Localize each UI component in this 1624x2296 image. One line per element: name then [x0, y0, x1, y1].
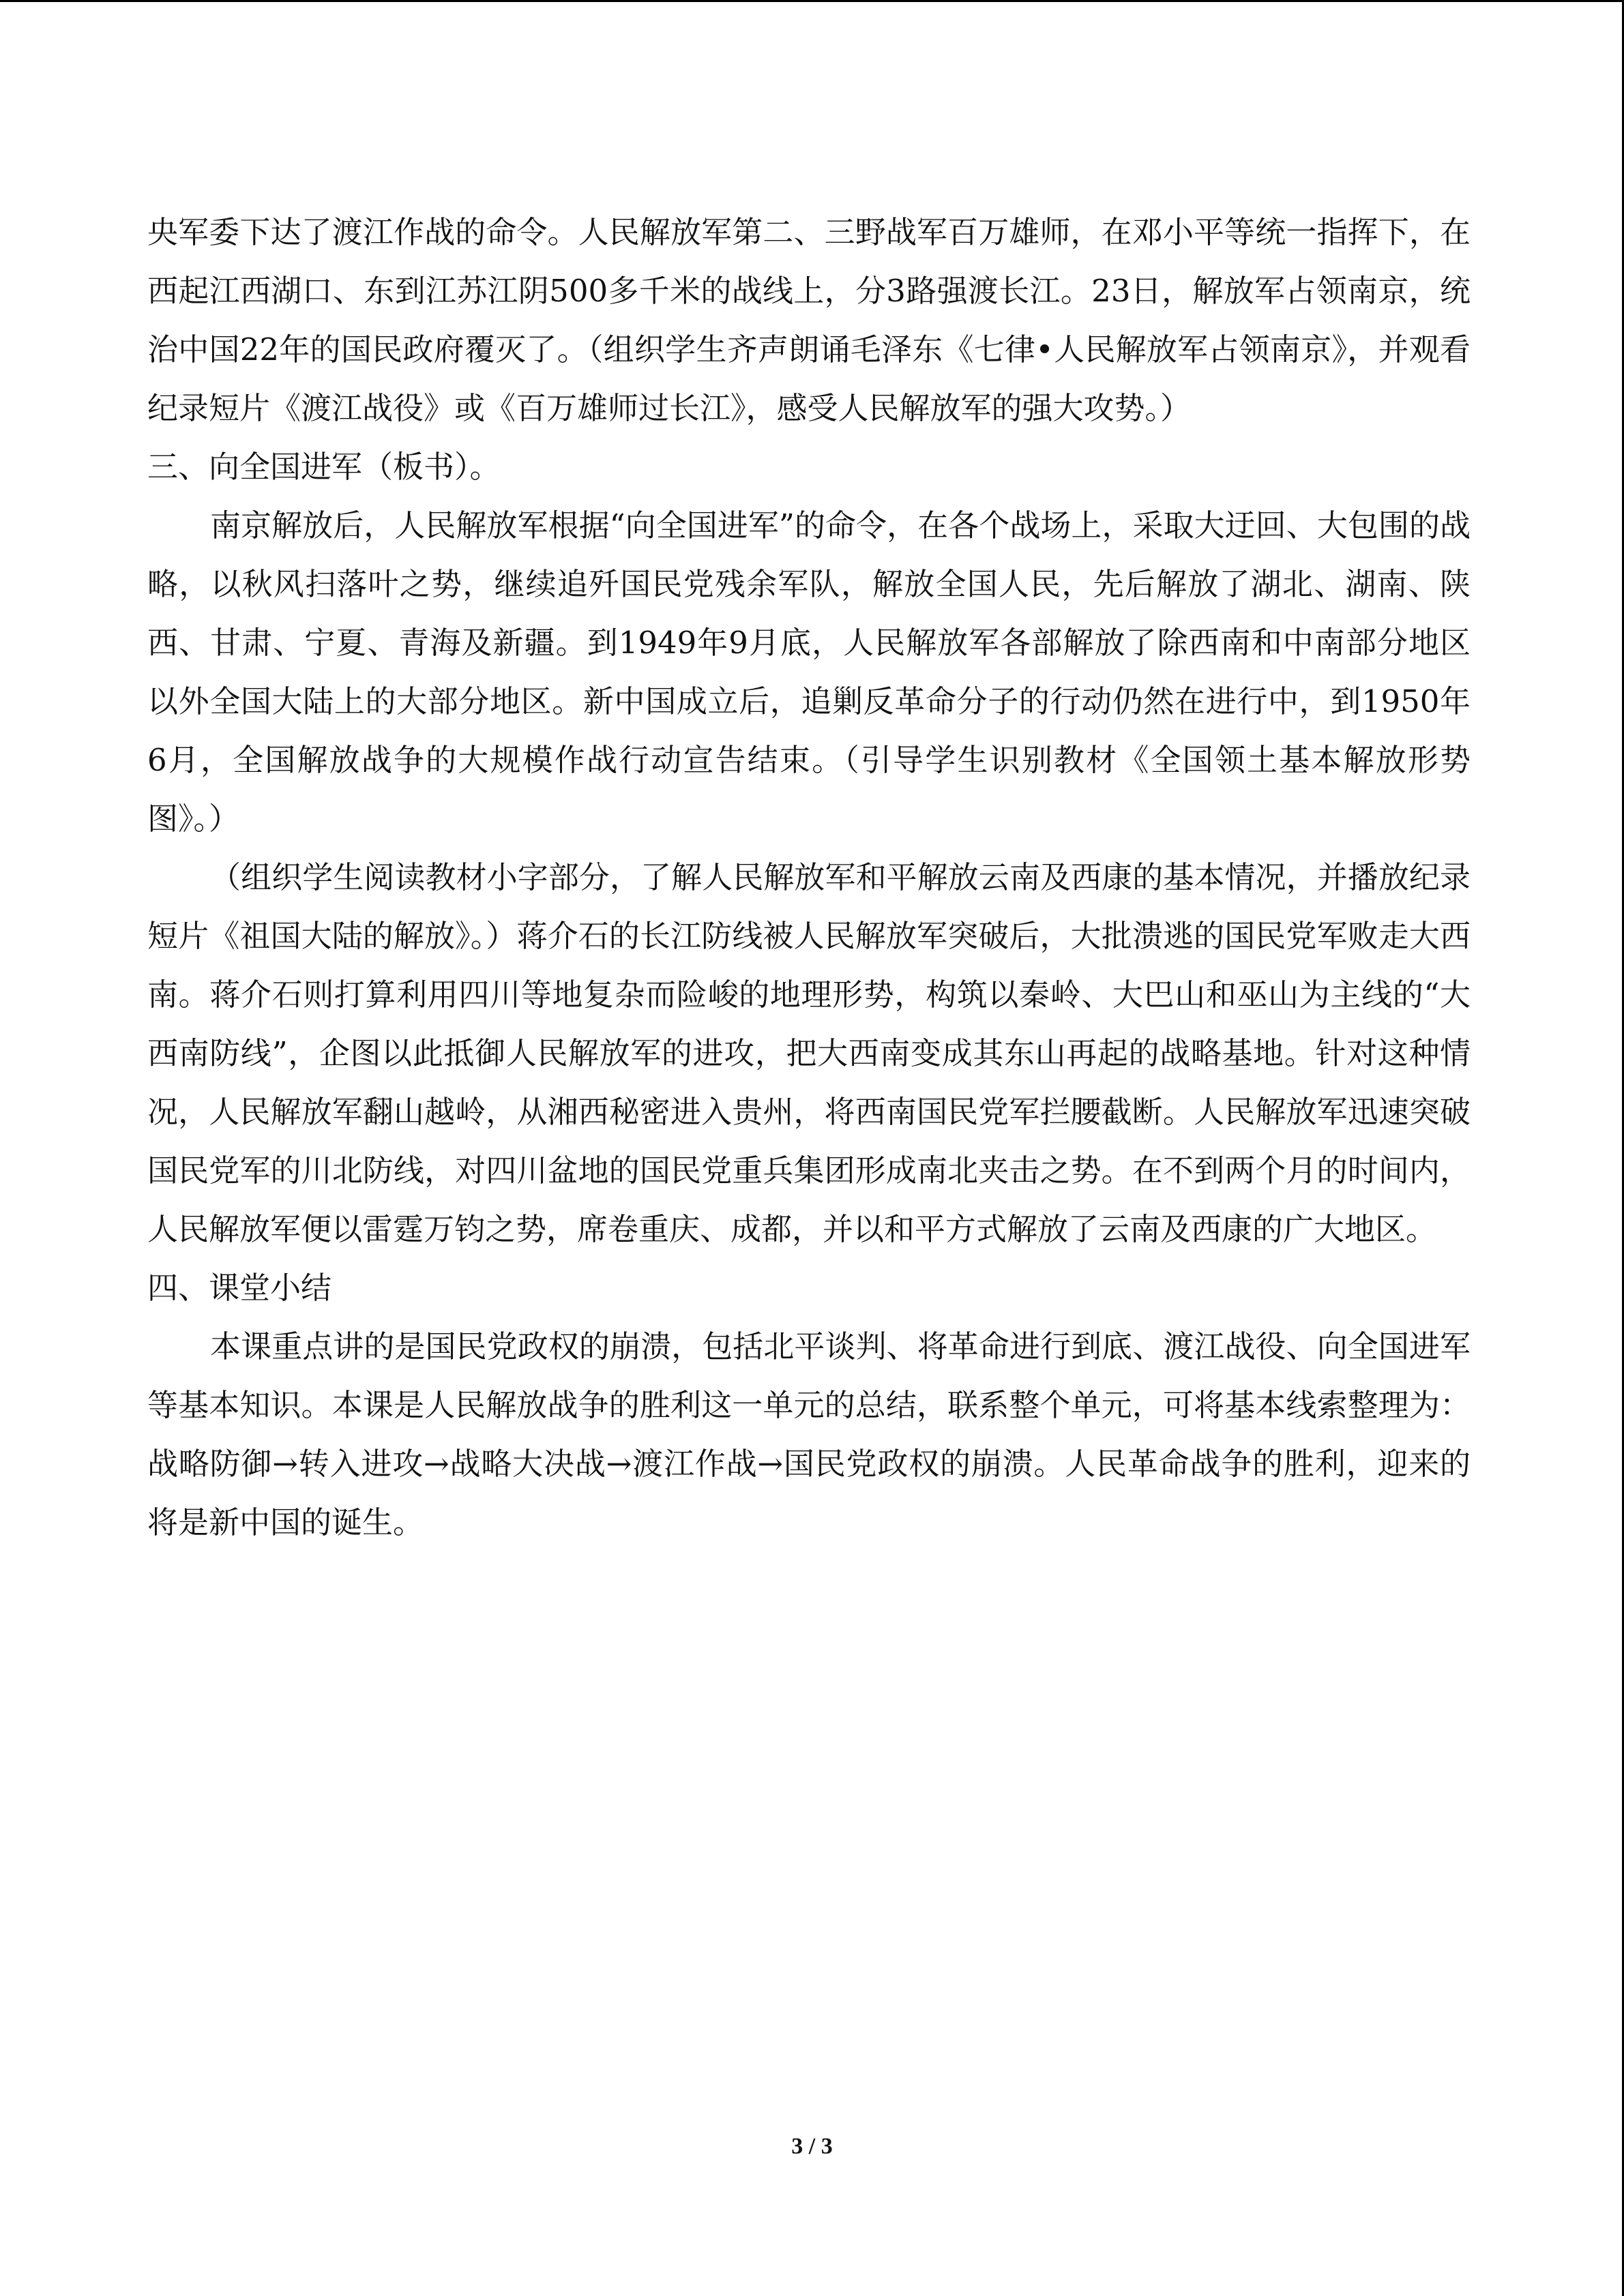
document-body [147, 203, 1471, 1552]
section-heading-advance: 三、向全国进军（板书）。 [147, 449, 501, 485]
section-heading-summary: 四、课堂小结 [147, 1270, 332, 1306]
paragraph-crossing-river: 央军委下达了渡江作战的命令。人民解放军第二、三野战军百万雄师，在邓小平等统一指挥下，在西起江西湖口、东到江苏江阴500多千米的战线上，分3路强渡长江。23日，解放军占领南京，统治中国22年的国民政府覆灭了。（组织学生齐声朗诵毛泽东《七律•人民解放军占领南京》，并观看纪录短片《渡江战役》或《百万雄师过长江》，感受人民解放军的强大攻势。） [147, 214, 1471, 426]
page-number: 3 / 3 [791, 2134, 833, 2159]
paragraph-summary: 本课重点讲的是国民党政权的崩溃，包括北平谈判、将革命进行到底、渡江战役、向全国进军等基本知识。本课是人民解放战争的胜利这一单元的总结，联系整个单元，可将基本线索整理为：战略防御→转入进攻→战略大决战→渡江作战→国民党政权的崩溃。人民革命战争的胜利，迎来的将是新中国的诞生。 [147, 1328, 1471, 1540]
page-top-border [0, 0, 1624, 2]
paragraph-advance-nationwide: 南京解放后，人民解放军根据“向全国进军”的命令，在各个战场上，采取大迂回、大包围的战略，以秋风扫落叶之势，继续追歼国民党残余军队，解放全国人民，先后解放了湖北、湖南、陕西、甘肃、宁夏、青海及新疆。到1949年9月底，人民解放军各部解放了除西南和中南部分地区以外全国大陆上的大部分地区。新中国成立后，追剿反革命分子的行动仍然在进行中，到1950年6月，全国解放战争的大规模作战行动宣告结束。（引导学生识别教材《全国领土基本解放形势图》。） [147, 507, 1471, 837]
paragraph-southwest-liberation: （组织学生阅读教材小字部分，了解人民解放军和平解放云南及西康的基本情况，并播放纪录短片《祖国大陆的解放》。）蒋介石的长江防线被人民解放军突破后，大批溃逃的国民党军败走大西南。蒋介石则打算利用四川等地复杂而险峻的地理形势，构筑以秦岭、大巴山和巫山为主线的“大西南防线”，企图以此抵御人民解放军的进攻，把大西南变成其东山再起的战略基地。针对这种情况，人民解放军翻山越岭，从湘西秘密进入贵州，将西南国民党军拦腰截断。人民解放军迅速突破国民党军的川北防线，对四川盆地的国民党重兵集团形成南北夹击之势。在不到两个月的时间内，人民解放军便以雷霆万钧之势，席卷重庆、成都，并以和平方式解放了云南及西康的广大地区。 [147, 859, 1471, 1247]
